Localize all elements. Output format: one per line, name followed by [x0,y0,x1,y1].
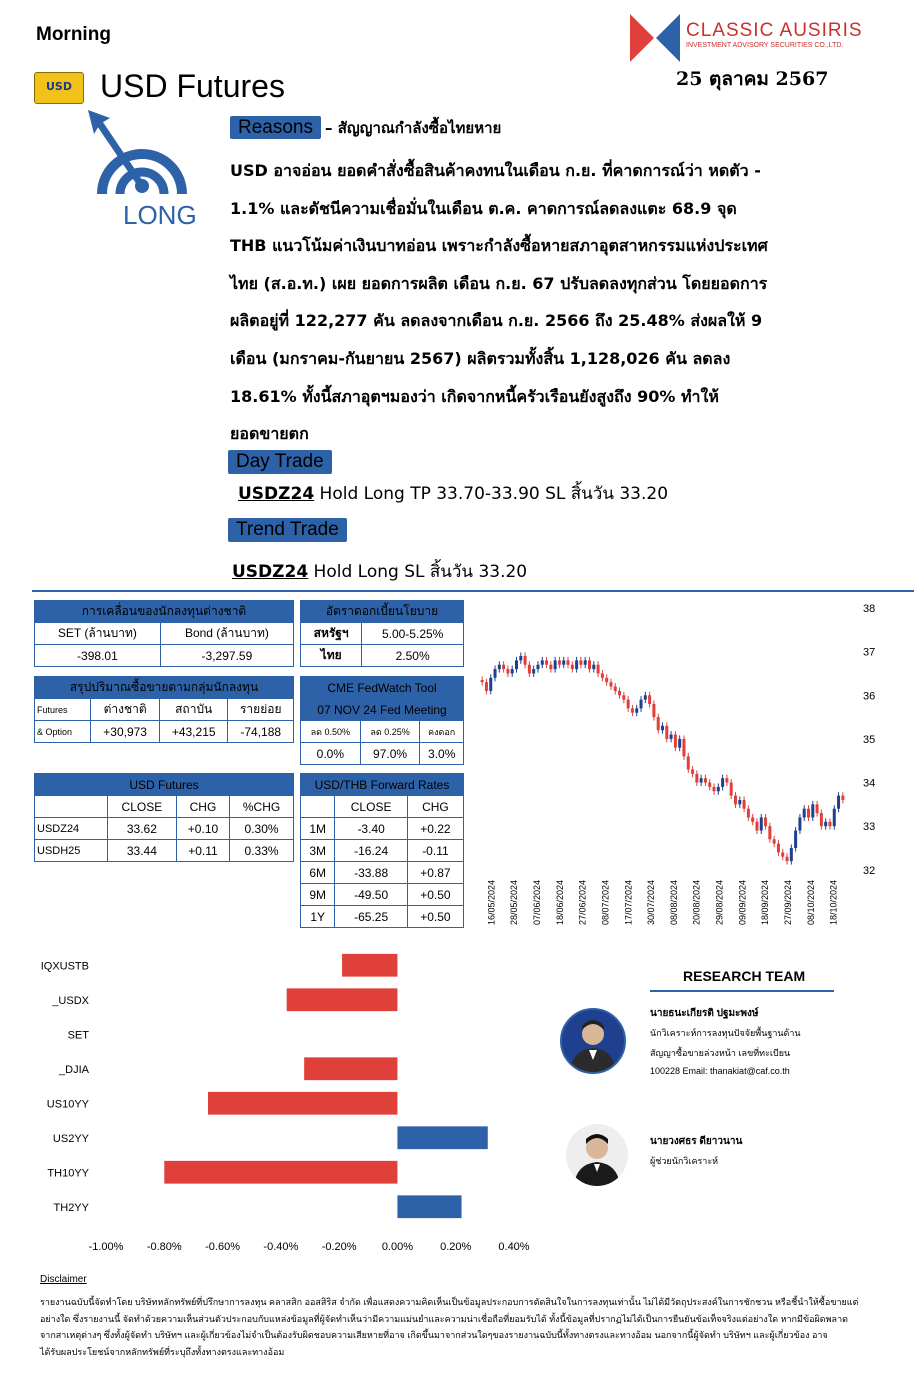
table-row [35,840,294,862]
candle-body [532,669,535,673]
fedwatch-meeting: 07 NOV 24 Fed Meeting [301,699,464,721]
candle-body [700,778,703,782]
reasons-line: ผลิตอยู่ที่ 122,277 คัน ลดลงจากเดือน ก.ย. 2566 ถึง 25.48% ส่งผลให้ 9 [230,311,763,331]
forward-title: USD/THB Forward Rates [301,774,464,796]
target-arrow-icon [84,108,192,200]
table-cell: +43,215 [159,721,228,743]
candle-body [678,739,681,748]
reasons-line: ยอดขายตก [230,424,309,444]
candle-body [725,778,728,782]
candle-body [485,682,488,691]
reasons-line: เดือน (มกราคม-กันยายน 2567) ผลิตรวมทั้งสิ้น 1,128,026 คัน ลดลง [230,348,731,368]
candle-body [601,673,604,677]
table-header: CLOSE [335,796,407,818]
candle-body [734,796,737,805]
policy-rate-title: อัตราดอกเบี้ยนโยบาย [301,601,464,623]
morning-label: Morning [36,24,111,45]
table-cell: ไทย [301,645,362,667]
candle-body [721,778,724,787]
table-cell: & Option [35,721,91,743]
table-header: ลด 0.50% [301,721,361,743]
candle-body [798,817,801,830]
candle-body [644,695,647,699]
bar [164,1161,397,1184]
table-row [301,818,464,840]
x-tick-label: 09/09/2024 [737,880,748,926]
trend-trade-text: Hold Long SL สิ้นวัน 33.20 [308,562,528,582]
bar [397,1195,461,1218]
candle-body [502,665,505,669]
x-tick-label: 08/10/2024 [805,880,816,926]
disclaimer-text [40,1294,880,1360]
candle-body [807,809,810,818]
candle-body [841,796,844,800]
day-trade-label: Day Trade [228,450,332,474]
table-cell: 3.0% [420,743,464,765]
market-change-bar-chart [34,948,554,1258]
candle-body [828,822,831,826]
research-team-title: RESEARCH TEAM [683,968,806,984]
x-tick-label: 07/06/2024 [532,880,543,926]
reasons-line: 1.1% และดัชนีความเชื่อมั่นในเดือน ต.ค. คาดการณ์ลดลงแตะ 68.9 จุด [230,198,737,218]
reasons-headline: – สัญญาณกำลังซื้อไทยหาย [325,119,502,137]
candle-body [511,669,514,673]
candle-body [554,660,557,669]
y-tick-label: 38 [863,603,876,615]
signal-long: LONG [123,200,197,230]
analyst-2-role: ผู้ช่วยนักวิเคราะห์ [650,1156,719,1166]
usd-futures-table [34,773,294,862]
candle-body [670,735,673,739]
candle-body [657,717,660,730]
bar-category-label: TH2YY [53,1201,89,1214]
trend-trade-symbol: USDZ24 [232,562,309,582]
bar [397,1126,487,1149]
candle-body [562,660,565,664]
table-row [301,840,464,862]
x-tick-label: -0.20% [321,1241,357,1253]
candle-body [738,800,741,804]
forward-rates-table [300,773,464,928]
candle-body [790,848,793,861]
reasons-label: Reasons [230,116,321,139]
table-cell: 6M [301,862,335,884]
candle-body [579,660,582,664]
disclaimer-line: อย่างใด ซึ่งรายงานนี้ จัดทำด้วยความเห็นส่วนตัวประกอบกับแหล่งข้อมูลที่ผู้จัดทำเห็นว่ามีความแม่นยำและความน่าเชื่อถือที่ยอมรับได้ ทั้งนี้ข้อมูลที่ปรากฏไม่ได้เป็นการยืนยันข้อเท็จจริงแต่อย่างใด หากมีข้อผิดพลาด [40,1313,848,1324]
table-cell: USDH25 [35,840,108,862]
candle-body [773,839,776,843]
candle-body [481,680,484,682]
y-tick-label: 37 [863,646,876,659]
day-trade-line [238,480,668,507]
table-header: CLOSE [107,796,176,818]
volume-table [34,676,294,743]
candle-body [618,691,621,695]
x-tick-label: 0.00% [381,1241,414,1253]
table-header: CHG [176,796,229,818]
table-cell: สหรัฐฯ [301,623,362,645]
table-cell: -0.11 [407,840,463,862]
disclaimer-line: รายงานฉบับนี้จัดทำโดย บริษัทหลักทรัพย์ที่ปรึกษาการลงทุน คลาสสิก ออสสิริส จำกัด เพื่อแสดงความคิดเห็นเป็นข้อมูลประกอบการตัดสินใจในการลงทุนเท่านั้น ไม่ได้มีวัตถุประสงค์ในการชักชวน หรือชี้นำให้ซื้อขายแต่ [40,1297,859,1307]
section-divider [32,590,914,592]
candle-body [837,796,840,809]
research-divider [650,990,834,992]
reasons-body [230,152,830,453]
candle-body [751,817,754,821]
y-tick-label: 32 [863,864,876,877]
table-cell: 33.44 [107,840,176,862]
table-cell: Futures [35,699,91,721]
table-cell: 5.00-5.25% [362,623,464,645]
candle-body [777,844,780,853]
candle-body [816,804,819,813]
table-cell: 0.0% [301,743,361,765]
usd-futures-title: USD Futures [35,774,294,796]
table-cell: 1M [301,818,335,840]
candle-body [558,660,561,664]
x-tick-label: 29/08/2024 [714,880,725,926]
table-cell: 2.50% [362,645,464,667]
day-trade-text: Hold Long TP 33.70-33.90 SL สิ้นวัน 33.20 [314,484,669,504]
trend-trade-line [232,558,527,585]
volume-title: สรุปปริมาณซื้อขายตามกลุ่มนักลงทุน [35,677,294,699]
table-cell: +0.87 [407,862,463,884]
page-title: USD Futures [100,68,285,104]
candle-body [760,817,763,830]
bar [304,1057,397,1080]
bar-category-label: SET [67,1029,89,1042]
foreign-flow-table [34,600,294,667]
candle-body [609,682,612,686]
candle-body [833,809,836,826]
candle-body [665,726,668,739]
x-tick-label: 28/05/2024 [509,880,520,926]
candle-body [781,852,784,856]
candle-body [549,665,552,669]
table-cell: -74,188 [228,721,294,743]
bar [342,954,397,977]
x-tick-label: 18/10/2024 [828,880,839,926]
candle-body [652,704,655,717]
table-cell: -398.01 [35,645,161,667]
candle-body [567,660,570,664]
assistant-avatar [566,1124,628,1186]
candle-body [811,804,814,817]
usd-futures-badge-icon: USD [34,72,84,104]
x-tick-label: 17/07/2024 [623,880,634,926]
bar-category-label: IQXUSTB [40,960,89,973]
candle-body [648,695,651,704]
table-cell: -65.25 [335,906,407,928]
table-header: สถาบัน [159,699,228,721]
analyst-2-name: นายวงศธร ดียาวนาน [650,1136,743,1147]
reasons-line: 18.61% ทั้งนี้สภาอุตฯมองว่า เกิดจากหนี้ครัวเรือนยังสูงถึง 90% ทำให้ [230,386,719,406]
y-tick-label: 35 [863,733,876,746]
table-cell: 3M [301,840,335,862]
table-header: Bond (ล้านบาท) [160,623,293,645]
table-row [301,884,464,906]
x-tick-label: 18/09/2024 [760,880,771,926]
candle-body [640,700,643,709]
reasons-line: THB แนวโน้มค่าเงินบาทอ่อน เพราะกำลังซื้อหายสภาอุตสาหกรรมแห่งประเทศ [230,236,768,256]
analyst-1-license: สัญญาซื้อขายล่วงหน้า เลขที่ทะเบียน [650,1048,791,1058]
table-cell: 0.33% [230,840,294,862]
fedwatch-table [300,676,464,765]
candle-body [708,783,711,787]
trend-trade-label: Trend Trade [228,518,347,542]
day-trade-symbol: USDZ24 [238,484,315,504]
candle-body [519,656,522,660]
candle-body [803,809,806,818]
candle-body [682,739,685,756]
candle-body [494,669,497,678]
candle-body [614,687,617,691]
candle-body [717,787,720,791]
policy-rate-table [300,600,464,667]
candle-body [515,660,518,669]
x-tick-label: 0.20% [440,1241,472,1253]
candle-body [635,708,638,712]
y-tick-label: 33 [863,821,876,834]
candle-body [687,756,690,769]
fedwatch-title: CME FedWatch Tool [301,677,464,699]
x-tick-label: -0.40% [263,1241,299,1253]
reasons-line: ไทย (ส.อ.ท.) เผย ยอดการผลิต เดือน ก.ย. 67 ปรับลดลงทุกส่วน โดยยอดการ [230,273,768,293]
bar [208,1092,397,1115]
candle-body [584,660,587,664]
candle-body [768,826,771,839]
y-tick-label: 34 [863,777,876,790]
table-row [301,862,464,884]
reasons-heading [230,116,501,140]
candle-body [755,822,758,831]
x-tick-label: 0.40% [498,1241,530,1253]
candle-body [528,665,531,674]
disclaimer-line: จากสาเหตุต่างๆ ซึ่งทั้งผู้จัดทำ บริษัทฯ และผู้เกี่ยวข้องไม่จำเป็นต้องรับผิดชอบความเสียหายที่อาจ เกิดขึ้นมาจากส่วนใดๆของรายงานฉบับนี้ทั้งทางตรงและทางอ้อม นอกจากนี้ผู้จัดทำ บริษัทฯ และผู้เกี่ยวข้อง อาจ [40,1330,828,1340]
table-row [35,818,294,840]
brand-subtitle: INVESTMENT ADVISORY SECURITIES CO.,LTD. [686,42,844,49]
x-tick-label: 27/06/2024 [577,880,588,926]
candle-body [695,774,698,783]
table-cell: 1Y [301,906,335,928]
candle-body [704,778,707,782]
candle-body [545,660,548,664]
x-tick-label: 08/07/2024 [600,880,611,926]
candle-body [691,769,694,773]
candle-body [541,660,544,664]
table-cell: -49.50 [335,884,407,906]
candle-body [489,678,492,691]
analyst-1-name: นายธนะเกียรติ ปฐมะพงษ์ [650,1008,759,1019]
candle-body [588,660,591,669]
x-tick-label: -0.80% [146,1241,182,1253]
disclaimer-line: ได้รับผลประโยชน์จากหลักทรัพย์ที่ระบุถึงทั้งทางตรงและทางอ้อม [40,1346,285,1357]
analyst-1-email: 100228 Email: thanakiat@caf.co.th [650,1066,790,1076]
table-cell: +0.11 [176,840,229,862]
candle-body [571,665,574,669]
bar-category-label: US2YY [52,1132,89,1145]
y-tick-label: 36 [863,690,876,703]
candle-body [622,695,625,699]
table-cell: +30,973 [91,721,160,743]
reasons-line: USD อาจอ่อน ยอดคำสั่งซื้อสินค้าคงทนในเดือน ก.ย. ที่คาดการณ์ว่า หดตัว - [230,161,761,180]
table-header: รายย่อย [228,699,294,721]
table-header: ลด 0.25% [360,721,420,743]
candle-body [575,660,578,669]
x-tick-label: 08/08/2024 [668,880,679,926]
bar-category-label: _USDX [52,994,89,1007]
candle-body [597,665,600,674]
candle-body [661,726,664,730]
table-cell: -16.24 [335,840,407,862]
company-logo-icon [630,14,680,62]
table-cell: +0.10 [176,818,229,840]
analyst-1-role: นักวิเคราะห์การลงทุนปัจจัยพื้นฐานด้าน [650,1028,801,1038]
table-cell: 9M [301,884,335,906]
candle-body [794,831,797,848]
bar [287,988,398,1011]
x-tick-label: 30/07/2024 [646,880,657,926]
table-cell: -3,297.59 [160,645,293,667]
candle-body [536,665,539,669]
candle-body [713,787,716,791]
candle-body [820,813,823,826]
report-date: 25 ตุลาคม 2567 [676,68,829,90]
x-tick-label: -1.00% [88,1241,124,1253]
candle-body [786,857,789,861]
table-header: %CHG [230,796,294,818]
candle-body [627,700,630,709]
candle-body [498,665,501,669]
table-cell: 97.0% [360,743,420,765]
table-cell: -33.88 [335,862,407,884]
bar-category-label: TH10YY [47,1167,89,1180]
table-cell: 33.62 [107,818,176,840]
table-header: คงดอก [420,721,464,743]
candle-body [631,708,634,712]
disclaimer-title: Disclaimer [40,1274,87,1285]
x-tick-label: 18/06/2024 [554,880,565,926]
table-cell: -3.40 [335,818,407,840]
candle-body [730,783,733,796]
bar-category-label: _DJIA [59,1063,89,1076]
x-tick-label: 16/05/2024 [486,880,497,926]
table-cell: +0.50 [407,884,463,906]
table-row [301,906,464,928]
table-header: ต่างชาติ [91,699,160,721]
candle-body [764,817,767,826]
x-tick-label: -0.60% [205,1241,241,1253]
brand-name: CLASSIC AUSIRIS [686,20,863,41]
table-cell: +0.50 [407,906,463,928]
bar-category-label: US10YY [46,1098,89,1111]
candle-body [592,665,595,669]
candle-body [747,809,750,818]
candle-body [674,735,677,748]
x-tick-label: 27/09/2024 [782,880,793,926]
table-header: SET (ล้านบาท) [35,623,161,645]
table-cell: 0.30% [230,818,294,840]
usdthb-candlestick-chart [470,596,888,942]
candle-body [506,669,509,673]
table-header: CHG [407,796,463,818]
table-cell: +0.22 [407,818,463,840]
candle-body [743,800,746,809]
candle-body [524,656,527,665]
x-tick-label: 20/08/2024 [691,880,702,926]
foreign-flow-title: การเคลื่อนของนักลงทุนต่างชาติ [35,601,294,623]
table-cell: USDZ24 [35,818,108,840]
analyst-avatar [560,1008,626,1074]
candle-body [824,822,827,826]
candle-body [605,678,608,682]
